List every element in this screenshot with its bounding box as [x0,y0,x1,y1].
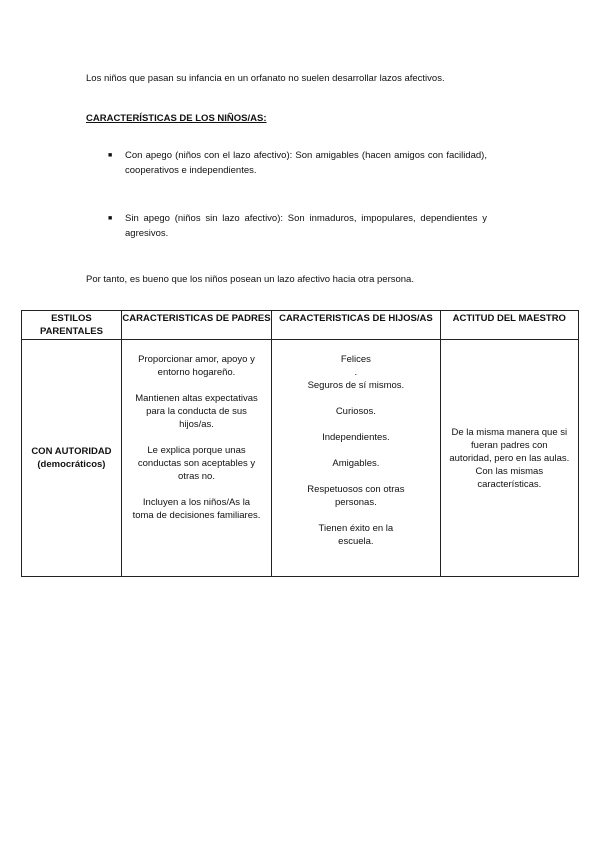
hijos-item: Tienen éxito en la escuela. [318,523,394,547]
intro-paragraph: Los niños que pasan su infancia en un orfanato no suelen desarrollar lazos afectivos. [86,73,445,84]
section-heading: CARACTERÍSTICAS DE LOS NIÑOS/AS: [86,113,267,124]
hijos-item: Curiosos. [335,406,376,417]
table-row [22,340,579,577]
cell-style [22,340,122,577]
padres-item: Proporcionar amor, apoyo y entorno hogareño. [138,354,255,378]
cell-padres [121,340,271,577]
parenting-styles-table [21,310,579,577]
hijos-item: Independientes. [322,432,390,443]
padres-item: Incluyen a los niños/As la toma de decisiones familiares. [132,497,261,521]
style-name: CON AUTORIDAD [31,446,112,457]
header-maestro: ACTITUD DEL MAESTRO [440,311,578,340]
cell-hijos [272,340,440,577]
cell-maestro [440,340,578,577]
hijos-item: Felices [340,354,371,365]
padres-item: Mantienen altas expectativas para la conducta de sus hijos/as. [135,393,258,430]
header-hijos: CARACTERISTICAS DE HIJOS/AS [272,311,440,340]
hijos-item: Respetuosos con otras personas. [307,484,405,508]
bullet-square-icon: ■ [108,152,113,159]
table-header-row [22,311,579,340]
hijos-item: Amigables. [332,458,380,469]
bullet-text: Sin apego (niños sin lazo afectivo): Son inmaduros, impopulares, dependientes y agresivos. [125,213,487,239]
header-estilos: ESTILOS PARENTALES [22,311,122,340]
conclusion-paragraph: Por tanto, es bueno que los niños posean un lazo afectivo hacia otra persona. [86,274,414,285]
bullet-square-icon: ■ [108,215,113,222]
hijos-item: Seguros de sí mismos. [307,380,405,391]
maestro-text: De la misma manera que si fueran padres con autoridad, pero en las aulas. Con las mismas características. [449,426,570,490]
hijos-item: . [354,367,358,378]
padres-item: Le explica porque unas conductas son aceptables y otras no. [137,445,256,482]
header-padres: CARACTERISTICAS DE PADRES [121,311,271,340]
bullet-text: Con apego (niños con el lazo afectivo): Son amigables (hacen amigos con facilidad), cooperativos e independientes. [125,150,487,176]
style-subtitle: (democráticos) [37,459,106,470]
